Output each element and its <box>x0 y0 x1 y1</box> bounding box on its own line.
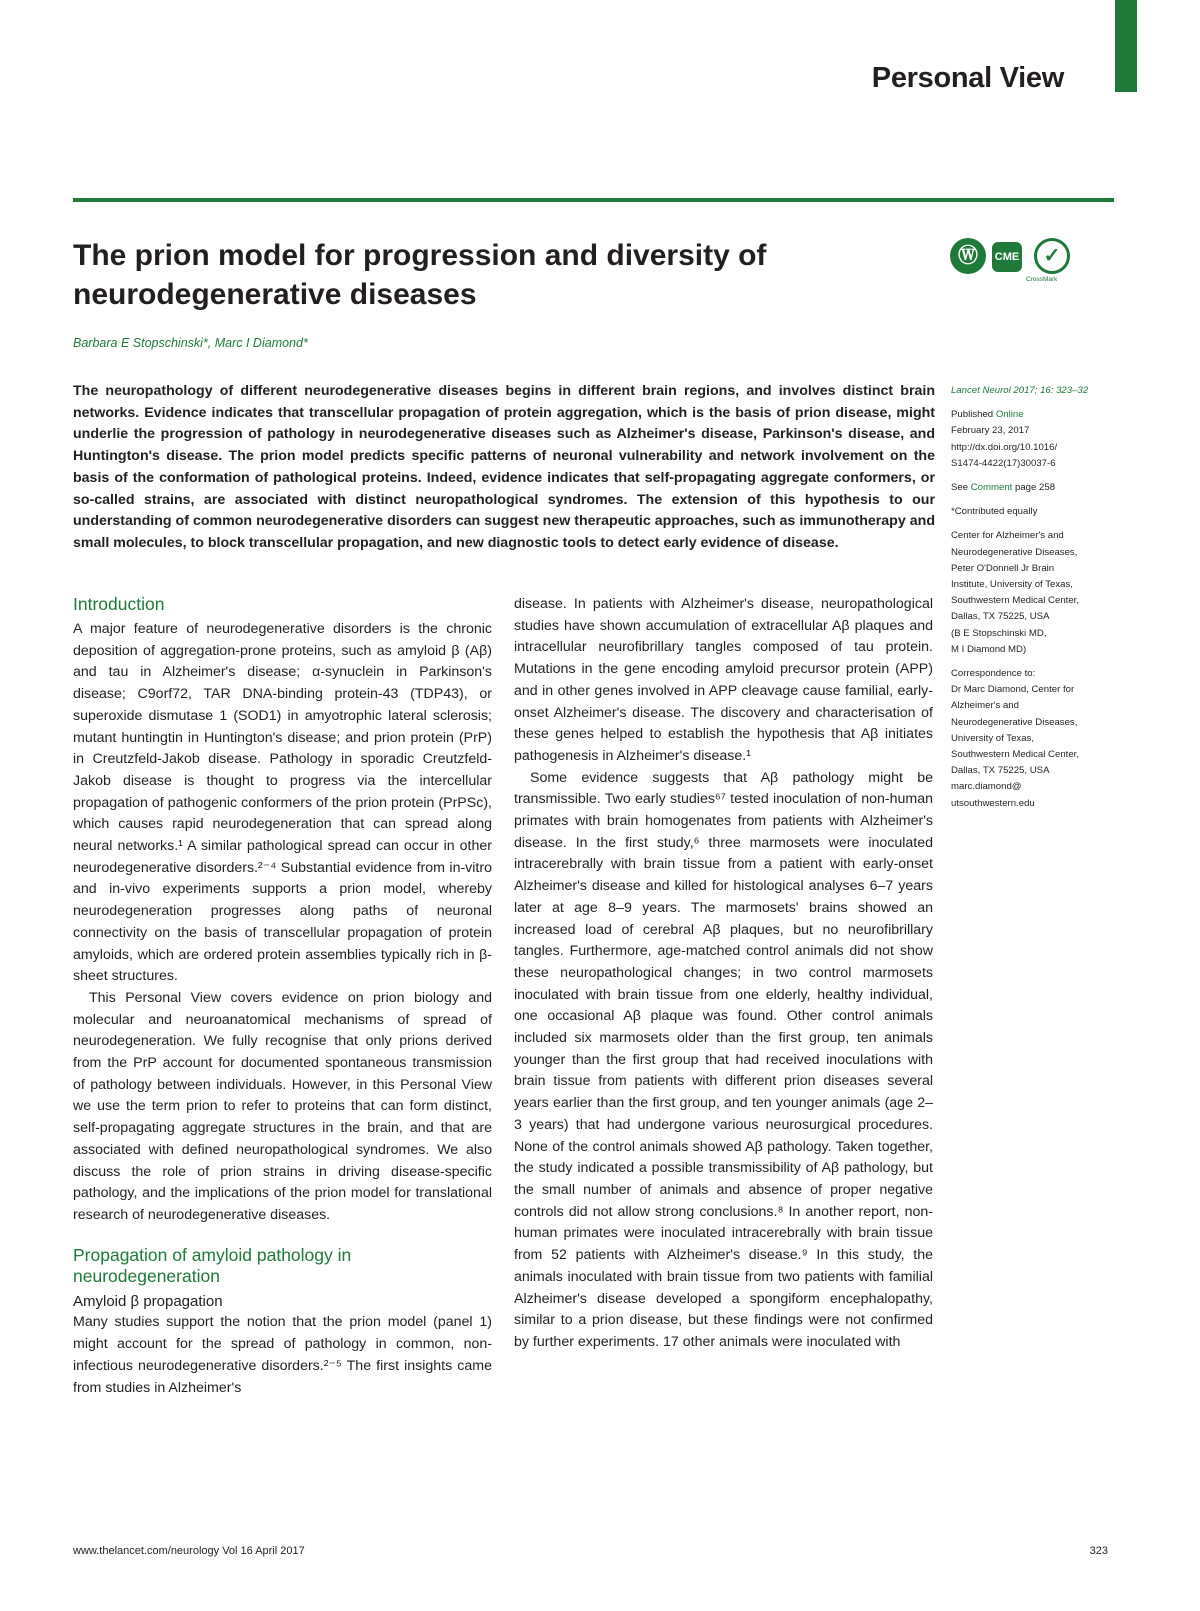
article-title-line2: neurodegenerative diseases <box>73 278 477 311</box>
section-title: Personal View <box>871 62 1064 94</box>
paragraph: disease. In patients with Alzheimer's disease, neuropathological studies have shown accumulation of extracellular Aβ plaques and intracellular neurofibrillary tangles composed of tau protein. Mutations in the gene encoding amyloid precursor protein (APP) and in other genes involved in APP cleavage cause familial, early-onset Alzheimer's disease. The discovery and characterisation of these genes helped to establish the hypothesis that Aβ initiates pathogenesis in Alzheimer's disease.¹ <box>514 596 933 764</box>
doi-link[interactable]: http://dx.doi.org/10.1016/ <box>951 441 1058 453</box>
journal-citation: Lancet Neurol 2017; 16: 323–32 <box>951 385 1089 396</box>
paragraph: A major feature of neurodegenerative disorders is the chronic deposition of aggregation-prone proteins, such as amyloid β (Aβ) and tau in Alzheimer's disease; α-synuclein in Parkinson's disease; C9orf72, TAR DNA-binding protein-43 (TDP43), or superoxide dismutase 1 (SOD1) in amyotrophic lateral sclerosis; mutant huntingtin in Huntington's disease; and prion protein (PrP) in Creutzfeld-Jakob disease. Pathology in sporadic Creutzfeld-Jakob disease is thought to progress via the intercellular propagation of pathogenic conformers of the prion protein (PrPSc), which causes rapid neurodegeneration that can spread along neural networks.¹ A similar pathological spread can occur in other neurodegenerative disorders.²⁻⁴ Substantial evidence from in-vitro and in-vivo experiments supports a prion model, whereby neurodegeneration progresses along paths of neuronal connectivity on the basis of transcellular propagation of protein amyloids, which are ordered protein assemblies typically rich in β-sheet structures. <box>73 621 492 985</box>
author-list[interactable]: Barbara E Stopschinski*, Marc I Diamond* <box>73 336 308 350</box>
correspondence-line: Southwestern Medical Center, <box>951 749 1079 761</box>
body-column-left <box>73 594 492 1399</box>
ioxml-icon[interactable]: CME <box>992 242 1022 272</box>
correspondence-line: Neurodegenerative Diseases, <box>951 716 1078 728</box>
footer-journal-info: www.thelancet.com/neurology Vol 16 April 2017 <box>73 1545 305 1557</box>
header-rule <box>73 198 1114 202</box>
badge-group <box>950 236 1100 292</box>
open-access-icon[interactable]: Ⓦ <box>950 238 986 274</box>
heading-propagation: Propagation of amyloid pathology in neurodegeneration <box>73 1244 352 1286</box>
affiliation-line: Neurodegenerative Diseases, <box>951 546 1078 558</box>
article-title <box>73 236 833 314</box>
section-color-tab <box>1115 0 1137 92</box>
paragraph: Some evidence suggests that Aβ pathology might be transmissible. Two early studies⁶⁷ tested inoculation of non-human primates with brain homogenates from patients with Alzheimer's disease. In the first study,⁶ three marmosets were inoculated intracerebrally with brain tissue from a patient with early-onset Alzheimer's disease and killed for histological analyses 6–7 years later at age 8–9 years. The marmosets' brains showed an increased load of cerebral Aβ plaques, but no neurofibrillary tangles. Furthermore, age-matched control animals did not show these neuropathological changes; in two control marmosets inoculated with brain tissue from one elderly, healthy individual, one occasional Aβ plaque was found. Other control animals included six marmosets older than the first group, ten animals younger than the first group that had received inoculations with brain tissue from patients with different prion diseases several years earlier than the first group, and ten younger animals (age 2–3 years) that had undergone various neurosurgical procedures. None of the control animals showed Aβ pathology. Taken together, the study indicated a possible transmissibility of Aβ pathology, but the small number of animals and absence of proper negative controls did not allow strong conclusions.⁸ In another report, non-human primates were inoculated intracerebrally with brain tissue from 52 patients with Alzheimer's disease.⁹ In this study, the animals inoculated with brain tissue from two patients with familial Alzheimer's disease developed a spongiform encephalopathy, similar to a prion disease, but these findings were not confirmed by further experiments. 17 other animals were inoculated with <box>514 769 933 1350</box>
page-number: 323 <box>1089 1545 1108 1557</box>
sidebar-notes <box>951 383 1126 812</box>
affiliation-line: Peter O'Donnell Jr Brain <box>951 562 1055 574</box>
affiliation-line: Dallas, TX 75225, USA <box>951 611 1050 623</box>
see-comment-line: See Comment page 258 <box>951 482 1056 494</box>
published-line: Published Online <box>951 409 1024 421</box>
article-title-line1: The prion model for progression and diversity of <box>73 239 767 272</box>
crossmark-icon[interactable]: ✓ <box>1034 238 1070 274</box>
affiliation-line: (B E Stopschinski MD, <box>951 627 1047 639</box>
affiliation-line: Institute, University of Texas, <box>951 579 1073 591</box>
paragraph: This Personal View covers evidence on prion biology and molecular and neuroanatomical mechanisms of spread of neurodegeneration. We fully recognise that only prions derived from the PrP account for documented spontaneous transmission of pathology between individuals. However, in this Personal View we use the term prion to refer to proteins that can form distinct, self-propagating aggregate structures in the brain, and that are associated with defined neuropathological syndromes. We also discuss the role of prion strains in driving disease-specific pathology, and the implications of the prion model for translational research of neurodegenerative diseases. <box>73 989 492 1223</box>
subheading-amyloid: Amyloid β propagation <box>73 1292 223 1310</box>
heading-introduction: Introduction <box>73 594 165 614</box>
online-link[interactable]: Online <box>995 409 1024 421</box>
correspondence-line: Correspondence to: <box>951 668 1036 680</box>
correspondence-line: Dallas, TX 75225, USA <box>951 765 1050 777</box>
affiliation-line: M I Diamond MD) <box>951 643 1027 655</box>
comment-link[interactable]: Comment <box>970 482 1013 494</box>
affiliation-line: Southwestern Medical Center, <box>951 595 1079 607</box>
body-column-right <box>514 594 933 1354</box>
published-date: February 23, 2017 <box>951 425 1030 437</box>
paragraph: Many studies support the notion that the prion model (panel 1) might account for the spread of pathology in common, non-infectious neurodegenerative disorders.²⁻⁵ The first insights came from studies in Alzheimer's <box>73 1314 492 1396</box>
crossmark-label: CrossMark <box>1026 276 1058 283</box>
email-link-cont[interactable]: utsouthwestern.edu <box>951 797 1035 809</box>
doi-link-cont[interactable]: S1474-4422(17)30037-6 <box>951 457 1056 469</box>
affiliation-line: Center for Alzheimer's and <box>951 530 1064 542</box>
abstract: The neuropathology of different neurodegenerative diseases begins in different brain regions, and involves distinct brain networks. Evidence indicates that transcellular propagation of protein aggregation, which is the basis of prion disease, might underlie the progression of pathology in neurodegenerative diseases such as Alzheimer's disease, Parkinson's disease, and Huntington's disease. The prion model predicts specific patterns of neuronal vulnerability and network involvement on the basis of the conformation of pathological proteins. Indeed, evidence indicates that self-propagating aggregate conformers, or so-called strains, are associated with distinct neuropathological syndromes. The extension of this hypothesis to our understanding of common neurodegenerative disorders can suggest new therapeutic approaches, such as immunotherapy and small molecules, to block transcellular propagation, and new diagnostic tools to detect early evidence of disease. <box>73 383 935 551</box>
email-link[interactable]: marc.diamond@ <box>951 781 1022 793</box>
correspondence-line: University of Texas, <box>951 732 1034 744</box>
contributed-note: *Contributed equally <box>951 506 1038 518</box>
correspondence-line: Dr Marc Diamond, Center for <box>951 684 1075 696</box>
correspondence-line: Alzheimer's and <box>951 700 1019 712</box>
